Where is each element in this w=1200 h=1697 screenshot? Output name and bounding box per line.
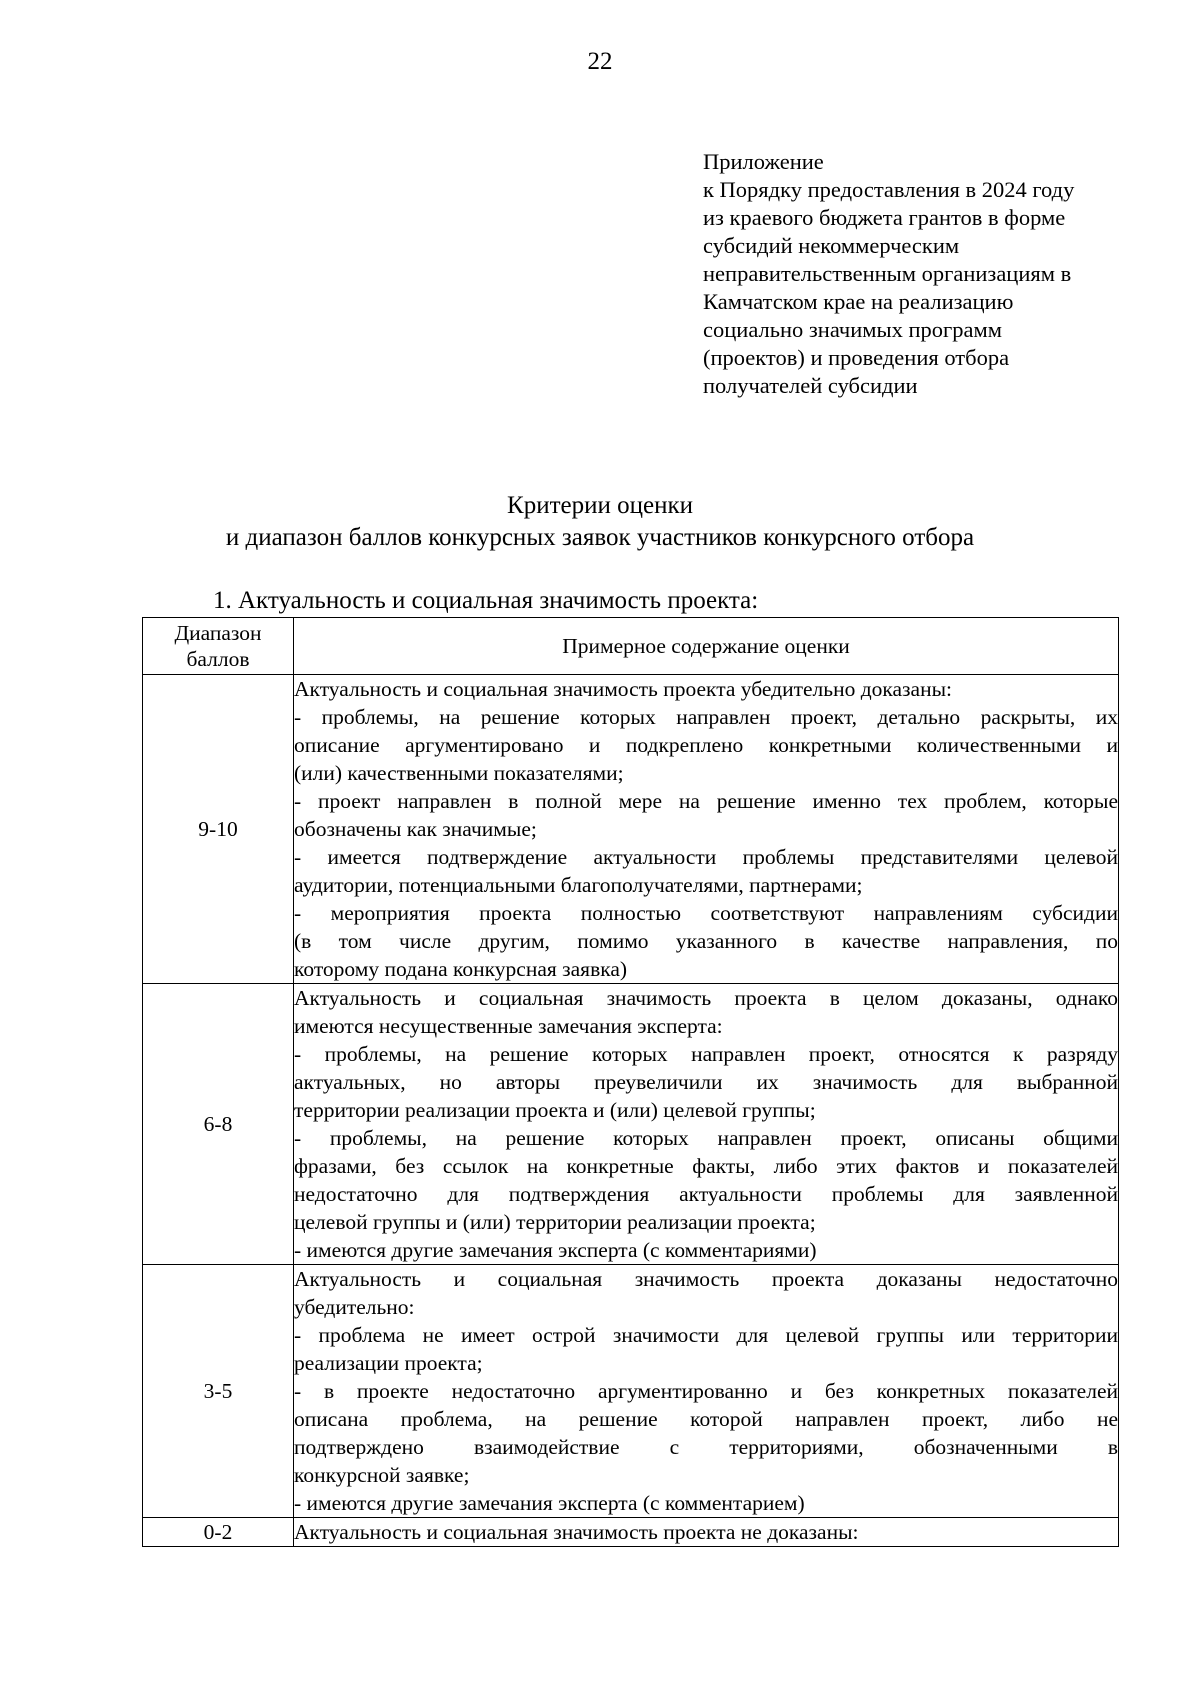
- content-line: - имеются другие замечания эксперта (с комментарием): [294, 1491, 805, 1515]
- content-line: конкурсной заявке;: [294, 1463, 470, 1487]
- table-row: [143, 1265, 1119, 1518]
- content-line: аудитории, потенциальными благополучателями, партнерами;: [294, 873, 863, 897]
- content-line: - проблемы, на решение которых направлен проект, детально раскрыты, их: [294, 705, 1118, 729]
- score-cell: 6-8: [143, 984, 294, 1265]
- content-line: фразами, без ссылок на конкретные факты, либо этих фактов и показателей: [294, 1154, 1118, 1178]
- content-cell: [294, 1518, 1119, 1547]
- appendix-block: [703, 148, 1123, 400]
- appendix-line: Приложение: [703, 149, 824, 174]
- content-line: (в том числе другим, помимо указанного в качестве направления, по: [294, 929, 1118, 953]
- section-heading: 1. Актуальность и социальная значимость проекта:: [213, 587, 759, 614]
- content-cell: [294, 675, 1119, 984]
- content-line: обозначены как значимые;: [294, 817, 537, 841]
- content-line: убедительно:: [294, 1295, 415, 1319]
- content-line: актуальных, но авторы преувеличили их значимость для выбранной: [294, 1070, 1118, 1094]
- appendix-line: субсидий некоммерческим: [703, 233, 960, 258]
- document-title-line2: и диапазон баллов конкурсных заявок участников конкурсного отбора: [225, 524, 975, 551]
- content-line: имеются несущественные замечания эксперта:: [294, 1014, 723, 1038]
- content-cell: [294, 984, 1119, 1265]
- content-line: территории реализации проекта и (или) целевой группы;: [294, 1098, 816, 1122]
- document-title: [0, 490, 1200, 554]
- content-line: - имеется подтверждение актуальности проблемы представителями целевой: [294, 845, 1118, 869]
- table-row: [143, 984, 1119, 1265]
- content-line: - в проекте недостаточно аргументированно и без конкретных показателей: [294, 1379, 1118, 1403]
- content-line: Актуальность и социальная значимость проекта убедительно доказаны:: [294, 677, 953, 701]
- content-line: Актуальность и социальная значимость проекта доказаны недостаточно: [294, 1267, 1118, 1291]
- appendix-line: социально значимых программ: [703, 317, 1002, 342]
- score-cell: 9-10: [143, 675, 294, 984]
- appendix-line: (проектов) и проведения отбора: [703, 345, 1010, 370]
- content-line: реализации проекта;: [294, 1351, 483, 1375]
- score-cell: 0-2: [143, 1518, 294, 1547]
- content-line: - мероприятия проекта полностью соответствуют направлениям субсидии: [294, 901, 1118, 925]
- header-range: [143, 618, 294, 675]
- content-line: подтверждено взаимодействие с территориями, обозначенными в: [294, 1435, 1118, 1459]
- table-row: [143, 675, 1119, 984]
- content-line: описание аргументировано и подкреплено конкретными количественными и: [294, 733, 1118, 757]
- appendix-line: к Порядку предоставления в 2024 году: [703, 177, 1075, 202]
- appendix-line: Камчатском крае на реализацию: [703, 289, 1014, 314]
- appendix-line: неправительственным организациям в: [703, 261, 1072, 286]
- document-title-line1: Критерии оценки: [507, 492, 693, 519]
- table-row: [143, 1518, 1119, 1547]
- score-cell: 3-5: [143, 1265, 294, 1518]
- appendix-line: получателей субсидии: [703, 373, 918, 398]
- criteria-table: [142, 617, 1119, 1547]
- appendix-line: из краевого бюджета грантов в форме: [703, 205, 1066, 230]
- content-line: - проект направлен в полной мере на решение именно тех проблем, которые: [294, 789, 1118, 813]
- content-line: недостаточно для подтверждения актуальности проблемы для заявленной: [294, 1182, 1118, 1206]
- header-range-line2: баллов: [186, 647, 250, 671]
- content-line: Актуальность и социальная значимость проекта не доказаны:: [294, 1520, 859, 1544]
- content-line: которому подана конкурсная заявка): [294, 957, 628, 981]
- content-line: целевой группы и (или) территории реализации проекта;: [294, 1210, 816, 1234]
- content-cell: [294, 1265, 1119, 1518]
- table-header-row: [143, 618, 1119, 675]
- header-content: Примерное содержание оценки: [294, 618, 1119, 675]
- content-line: - проблемы, на решение которых направлен проект, описаны общими: [294, 1126, 1118, 1150]
- content-line: Актуальность и социальная значимость проекта в целом доказаны, однако: [294, 986, 1118, 1010]
- content-line: - проблемы, на решение которых направлен проект, относятся к разряду: [294, 1042, 1118, 1066]
- content-line: описана проблема, на решение которой направлен проект, либо не: [294, 1407, 1118, 1431]
- content-line: - имеются другие замечания эксперта (с комментариями): [294, 1238, 817, 1262]
- header-range-line1: Диапазон: [174, 621, 262, 645]
- content-line: - проблема не имеет острой значимости для целевой группы или территории: [294, 1323, 1118, 1347]
- content-line: (или) качественными показателями;: [294, 761, 624, 785]
- page-number: 22: [587, 48, 613, 75]
